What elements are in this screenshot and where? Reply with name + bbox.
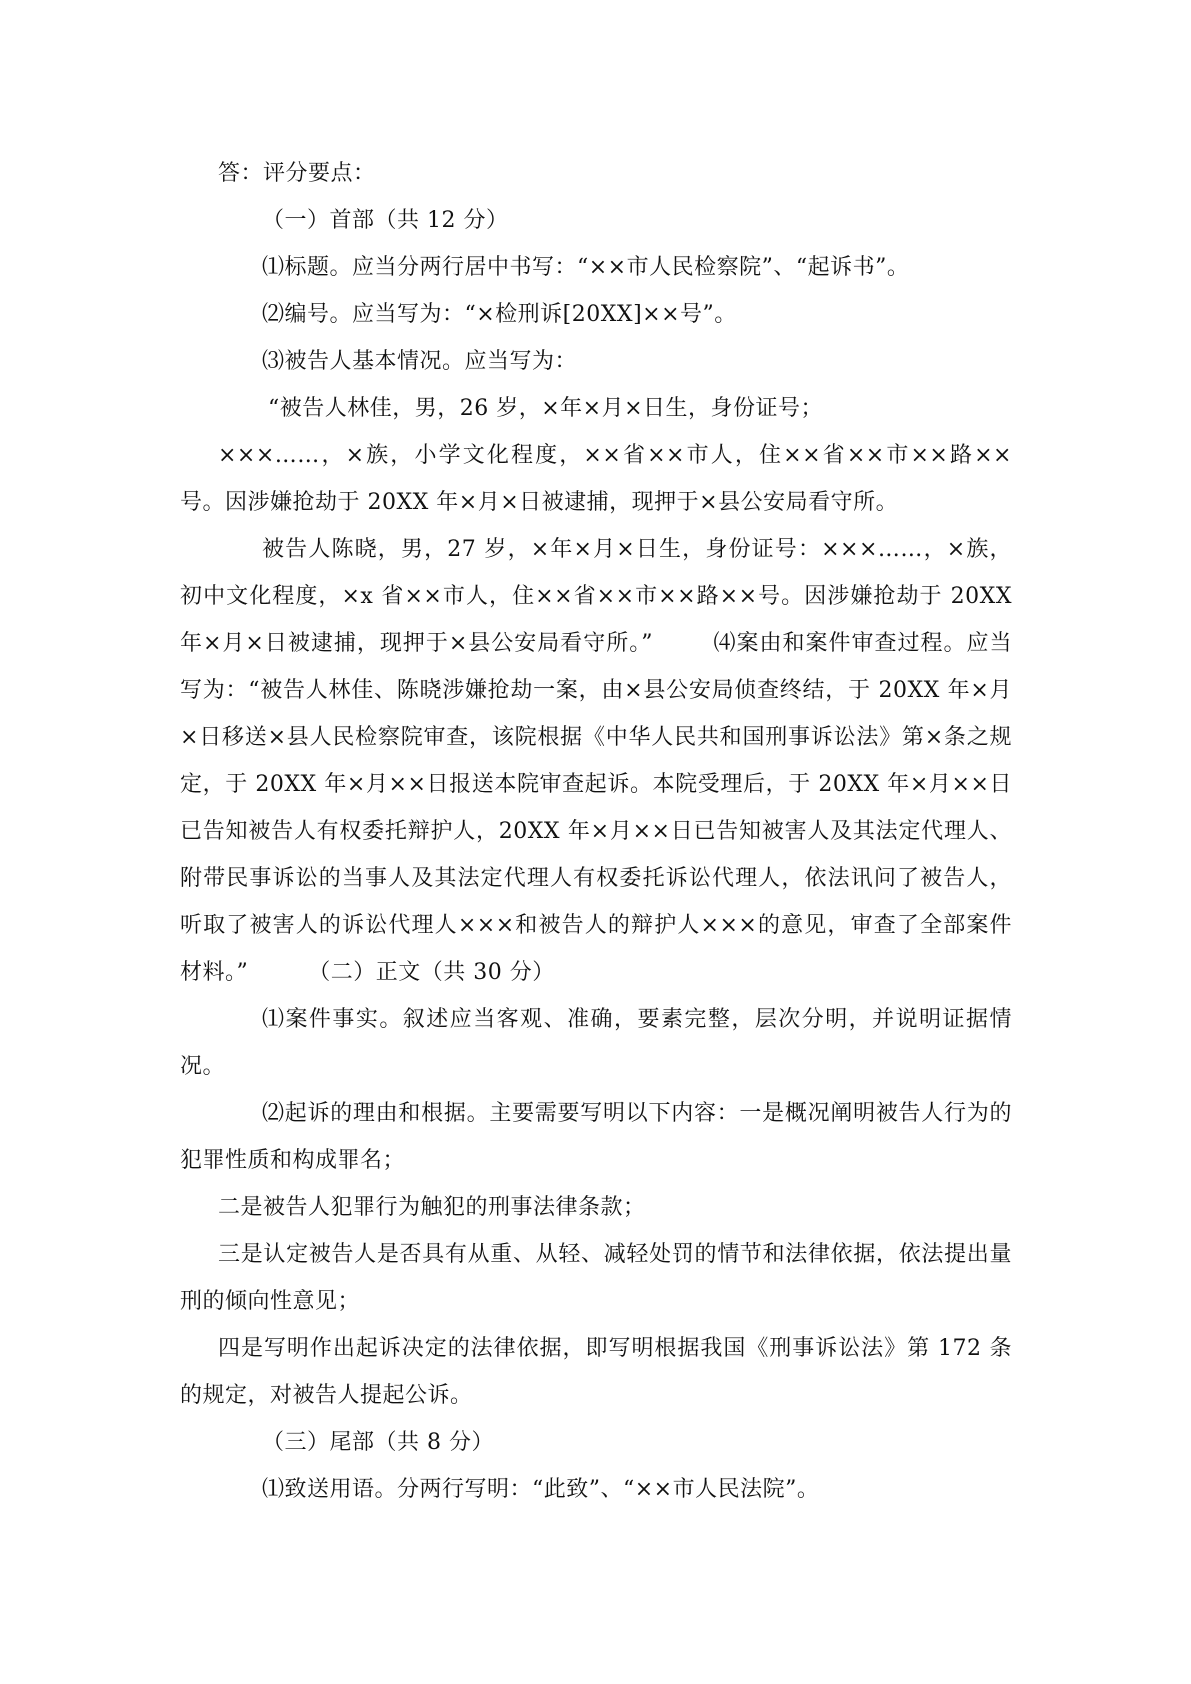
item-title: ⑴标题。应当分两行居中书写：“××市人民检察院”、“起诉书”。 [262,255,910,280]
reason-two: 二是被告人犯罪行为触犯的刑事法律条款； [218,1195,646,1220]
reason-three: 三是认定被告人是否具有从重、从轻、减轻处罚的情节和法律依据，依法提出量刑的倾向性意见； [180,1242,1012,1314]
item-case-cause: ⑷案由和案件审查过程。应当写为：“被告人林佳、陈晓涉嫌抢劫一案，由×县公安局侦查终结，于 20XX 年×月×日移送×县人民检察院审查，该院根据《中华人民共和国刑事诉讼法》第×条之规定，于 20XX 年×月××日报送本院审查起诉。本院受理后，于 20XX 年×月××日已告知被告人有权委托辩护人，20XX 年×月××日已告知被害人及其法定代理人、附带民事诉讼的当事人及其法定代理人有权委托诉讼代理人，依法讯问了被告人，听取了被害人的诉讼代理人×××和被告人的辩护人×××的意见，审查了全部案件材料。” [180,631,1012,985]
defendant-lin-intro: “被告人林佳，男，26 岁，×年×月×日生，身份证号； [268,396,824,421]
defendant-chen-and-case-review [180,526,1012,996]
item-number: ⑵编号。应当写为：“×检刑诉[20XX]××号”。 [262,302,737,327]
item-case-facts: ⑴案件事实。叙述应当客观、准确，要素完整，层次分明，并说明证据情况。 [180,1007,1012,1079]
item-prosecution-reasons: ⑵起诉的理由和根据。主要需要写明以下内容：一是概况阐明被告人行为的犯罪性质和构成罪名； [180,1101,1012,1173]
section-header-part-two: （二）正文（共 30 分） [308,960,555,985]
defendant-lin-details: ×××……，×族，小学文化程度，××省××市人，住××省××市××路××号。因涉嫌抢劫于 20XX 年×月×日被逮捕，现押于×县公安局看守所。 [180,443,1012,515]
section-header-part-one: （一）首部（共 12 分） [262,208,509,233]
section-header-part-three: （三）尾部（共 8 分） [262,1430,494,1455]
document-body [180,150,1012,1513]
item-defendant-info: ⑶被告人基本情况。应当写为： [262,349,578,374]
reason-four: 四是写明作出起诉决定的法律依据，即写明根据我国《刑事诉讼法》第 172 条的规定，对被告人提起公诉。 [180,1336,1012,1408]
item-closing-address: ⑴致送用语。分两行写明：“此致”、“××市人民法院”。 [262,1477,820,1502]
defendant-chen-details: 被告人陈晓，男，27 岁，×年×月×日生，身份证号：×××……，×族，初中文化程度，×x 省××市人，住××省××市××路××号。因涉嫌抢劫于 20XX 年×月×日被逮捕，现押于×县公安局看守所。” [180,537,1012,656]
answer-heading: 答：评分要点： [218,161,376,186]
